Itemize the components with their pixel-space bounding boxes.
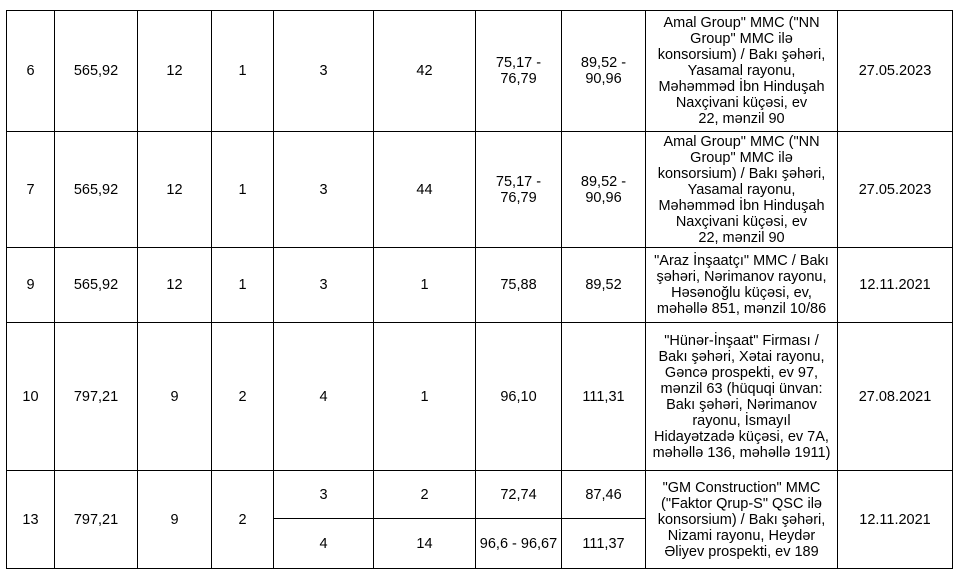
table-row bbox=[7, 11, 953, 132]
cell-developer: "Araz İnşaatçı" MMC / Bakı şəhəri, Nərimanov rayonu, Həsənoğlu küçəsi, ev, məhəllə 851, mənzil 10/86 bbox=[646, 248, 838, 323]
cell-area-range-a: 75,17 - 76,79 bbox=[476, 11, 562, 132]
cell-apartment: 1 bbox=[374, 248, 476, 323]
cell-rooms: 3 bbox=[274, 248, 374, 323]
cell-blocks: 1 bbox=[212, 11, 274, 132]
data-table bbox=[6, 10, 953, 569]
table-container bbox=[6, 10, 953, 569]
cell-apartment: 42 bbox=[374, 11, 476, 132]
cell-blocks: 1 bbox=[212, 248, 274, 323]
cell-num: 9 bbox=[7, 248, 55, 323]
cell-date: 27.08.2021 bbox=[838, 323, 953, 471]
cell-floors: 12 bbox=[138, 11, 212, 132]
cell-apartment: 14 bbox=[374, 519, 476, 569]
cell-date: 27.05.2023 bbox=[838, 132, 953, 248]
cell-date: 27.05.2023 bbox=[838, 11, 953, 132]
cell-num: 6 bbox=[7, 11, 55, 132]
cell-area: 565,92 bbox=[55, 11, 138, 132]
cell-blocks: 2 bbox=[212, 471, 274, 569]
cell-area-range-a: 72,74 bbox=[476, 471, 562, 519]
cell-date: 12.11.2021 bbox=[838, 248, 953, 323]
cell-developer: "GM Construction" MMC ("Faktor Qrup-S" QSC ilə konsorsium) / Bakı şəhəri, Nizami rayonu, Heydər Əliyev prospekti, ev 189 bbox=[646, 471, 838, 569]
cell-date: 12.11.2021 bbox=[838, 471, 953, 569]
table-row bbox=[7, 132, 953, 248]
cell-area-range-b: 111,31 bbox=[562, 323, 646, 471]
cell-num: 10 bbox=[7, 323, 55, 471]
cell-area-range-a: 96,6 - 96,67 bbox=[476, 519, 562, 569]
cell-area-range-a: 75,88 bbox=[476, 248, 562, 323]
cell-blocks: 2 bbox=[212, 323, 274, 471]
cell-area-range-b: 89,52 - 90,96 bbox=[562, 11, 646, 132]
cell-developer: "Hünər-İnşaat" Firması / Bakı şəhəri, Xətai rayonu, Gəncə prospekti, ev 97, mənzil 63 (hüquqi ünvan: Bakı şəhəri, Nərimanov rayonu, İsmayıl Hidayətzadə küçəsi, ev 7A, məhəllə 136, məhəllə 1911) bbox=[646, 323, 838, 471]
cell-floors: 12 bbox=[138, 132, 212, 248]
table-row bbox=[7, 248, 953, 323]
cell-rooms: 3 bbox=[274, 471, 374, 519]
cell-area-range-b: 87,46 bbox=[562, 471, 646, 519]
cell-apartment: 44 bbox=[374, 132, 476, 248]
cell-area-range-b: 89,52 - 90,96 bbox=[562, 132, 646, 248]
cell-rooms: 4 bbox=[274, 323, 374, 471]
cell-rooms: 3 bbox=[274, 11, 374, 132]
cell-rooms: 3 bbox=[274, 132, 374, 248]
table-row bbox=[7, 471, 953, 519]
cell-area: 797,21 bbox=[55, 471, 138, 569]
cell-area-range-a: 75,17 - 76,79 bbox=[476, 132, 562, 248]
cell-area: 565,92 bbox=[55, 132, 138, 248]
cell-developer: Amal Group" MMC ("NN Group" MMC ilə konsorsium) / Bakı şəhəri, Yasamal rayonu, Məhəmməd İbn Hinduşah Naxçivani küçəsi, ev 22, mənzil 90 bbox=[646, 11, 838, 132]
cell-area: 797,21 bbox=[55, 323, 138, 471]
cell-developer: Amal Group" MMC ("NN Group" MMC ilə konsorsium) / Bakı şəhəri, Yasamal rayonu, Məhəmməd İbn Hinduşah Naxçivani küçəsi, ev 22, mənzil 90 bbox=[646, 132, 838, 248]
cell-area: 565,92 bbox=[55, 248, 138, 323]
cell-num: 7 bbox=[7, 132, 55, 248]
table-row bbox=[7, 323, 953, 471]
cell-area-range-a: 96,10 bbox=[476, 323, 562, 471]
cell-blocks: 1 bbox=[212, 132, 274, 248]
cell-apartment: 2 bbox=[374, 471, 476, 519]
cell-num: 13 bbox=[7, 471, 55, 569]
cell-apartment: 1 bbox=[374, 323, 476, 471]
cell-rooms: 4 bbox=[274, 519, 374, 569]
cell-floors: 12 bbox=[138, 248, 212, 323]
cell-area-range-b: 89,52 bbox=[562, 248, 646, 323]
cell-floors: 9 bbox=[138, 471, 212, 569]
cell-area-range-b: 111,37 bbox=[562, 519, 646, 569]
cell-floors: 9 bbox=[138, 323, 212, 471]
